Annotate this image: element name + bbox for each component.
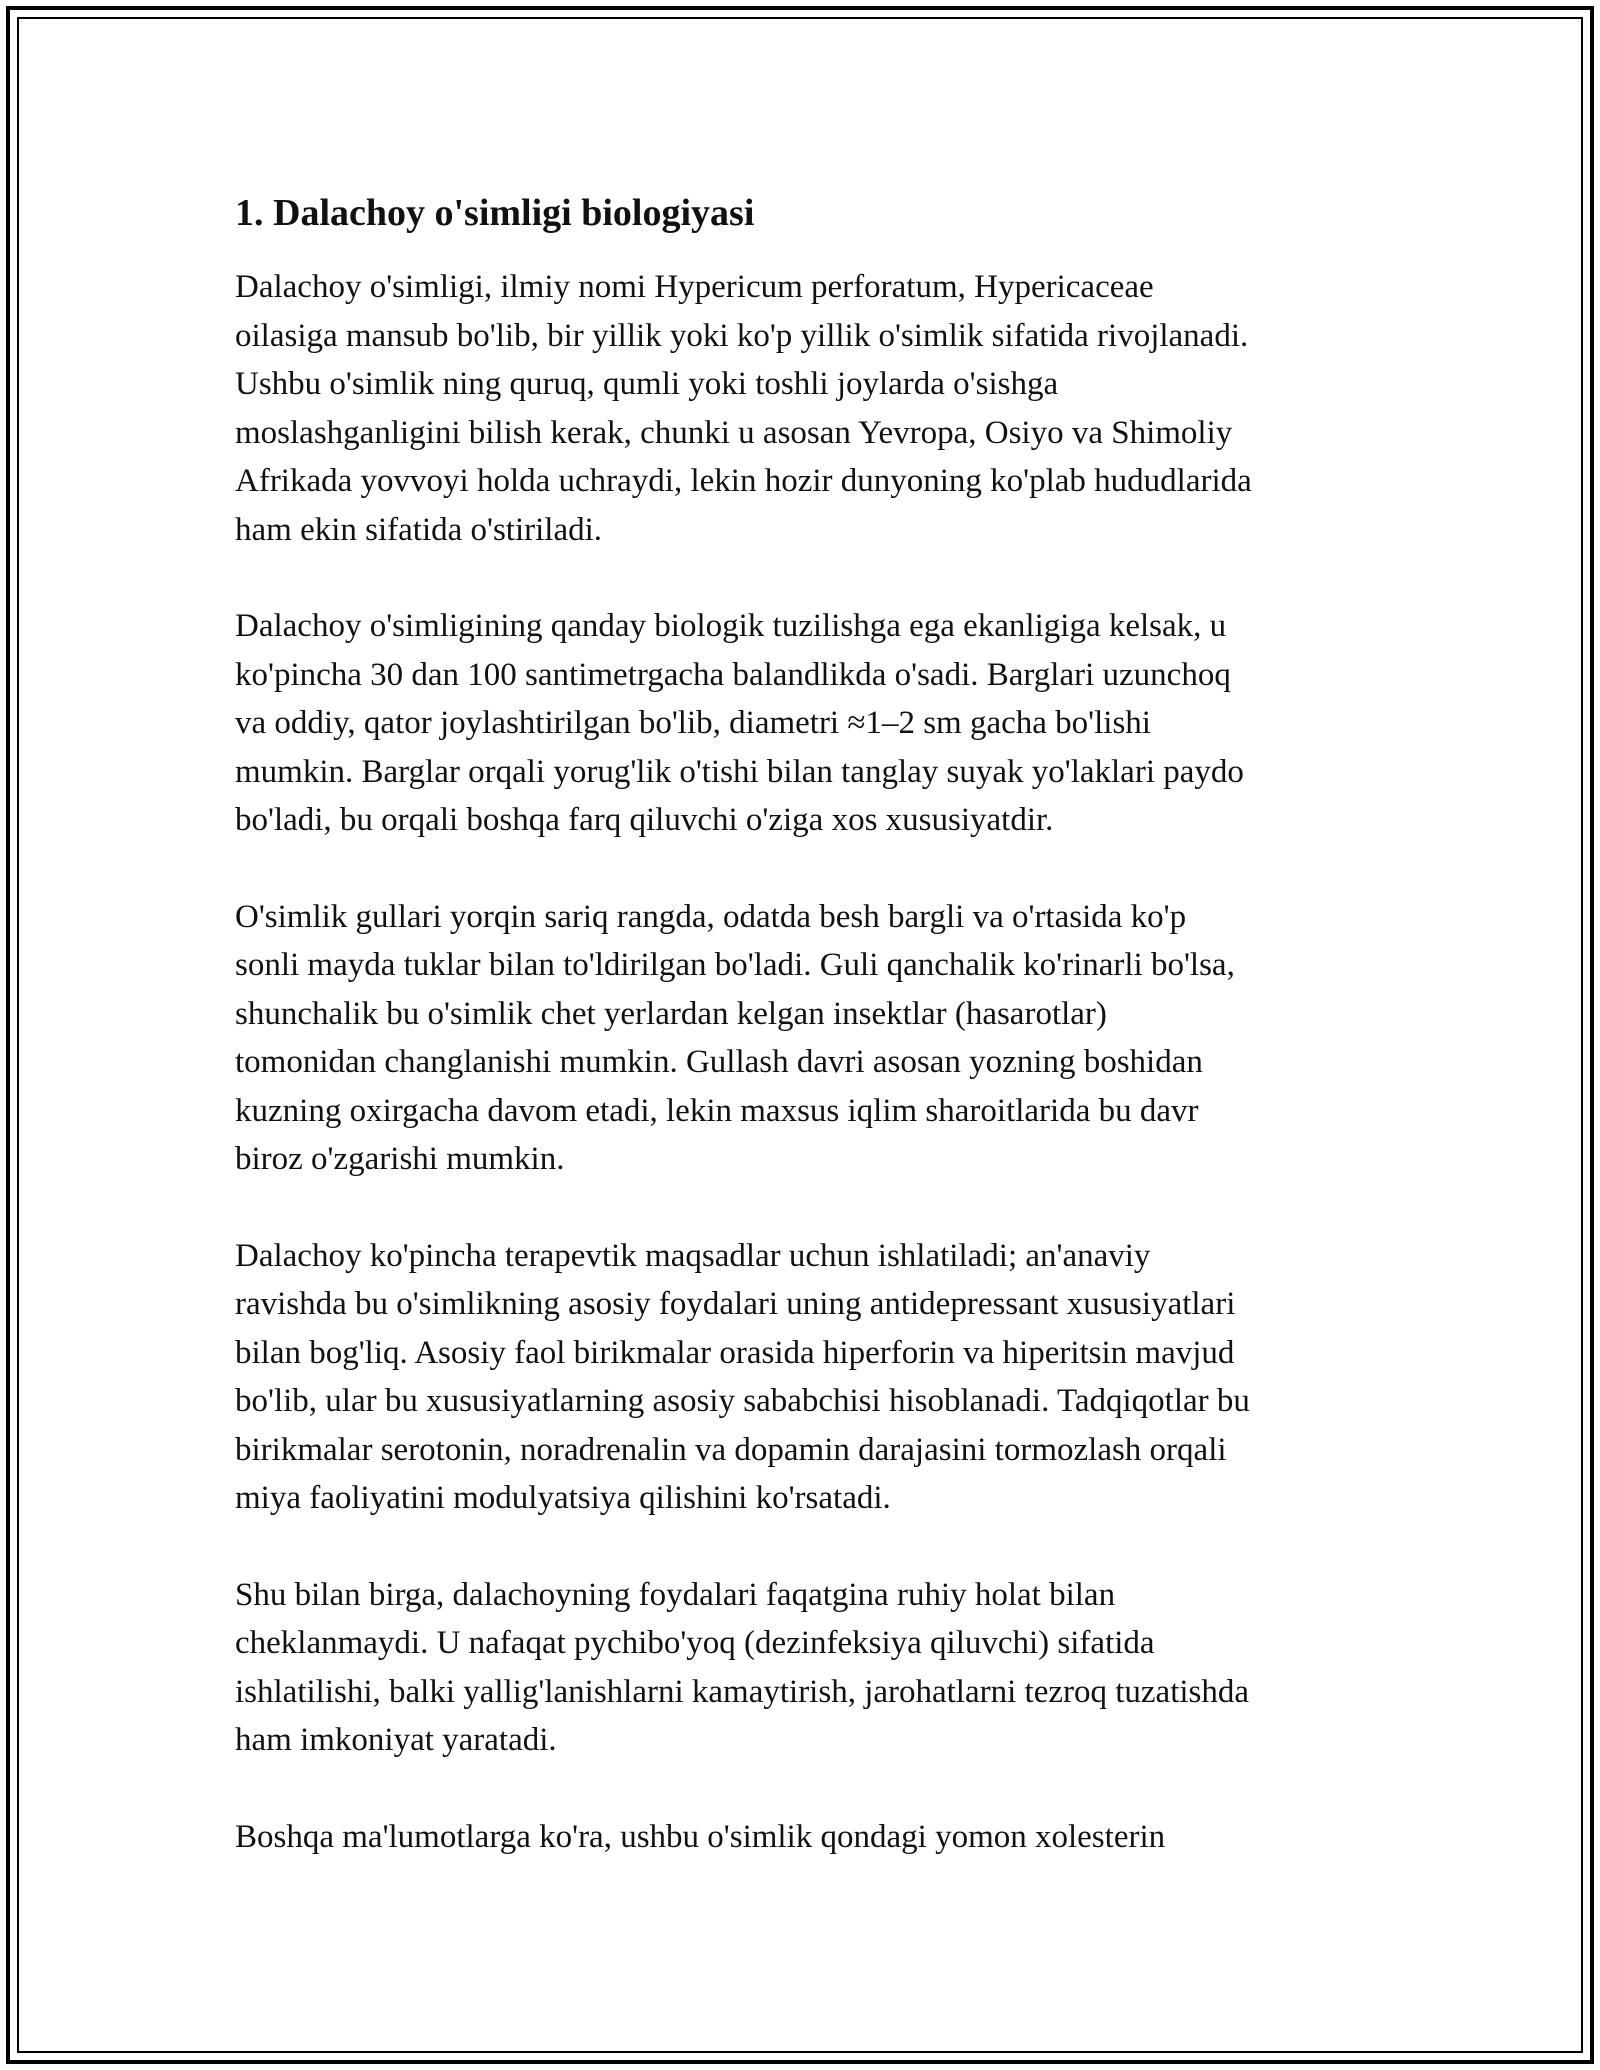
paragraph-line: ishlatilishi, balki yallig'lanishlarni kamaytirish, jarohatlarni tezroq tuzatishda [235,1673,1250,1710]
paragraph [235,602,1375,845]
paragraph-line: miya faoliyatini modulyatsiya qilishini ko'rsatadi. [235,1480,891,1516]
paragraph-line: ham imkoniyat yaratadi. [235,1722,557,1758]
paragraph-line: tomonidan changlanishi mumkin. Gullash davri asosan yozning boshidan [235,1044,1203,1080]
paragraph-line: Boshqa ma'lumotlarga ko'ra, ushbu o'simlik qondagi yomon xolesterin [235,1818,1166,1855]
paragraph-line: bo'ladi, bu orqali boshqa farq qiluvchi o'ziga xos xususiyatdir. [235,802,1054,838]
paragraph [235,1571,1375,1765]
paragraph-line: mumkin. Barglar orqali yorug'lik o'tishi bilan tanglay suyak yo'laklari paydo [235,753,1244,790]
paragraph-line: Dalachoy ko'pincha terapevtik maqsadlar uchun ishlatiladi; an'anaviy [235,1237,1151,1274]
paragraph-line: biroz o'zgarishi mumkin. [235,1141,565,1177]
paragraph-line: va oddiy, qator joylashtirilgan bo'lib, diametri ≈1–2 sm gacha bo'lishi [235,705,1151,741]
paragraph [235,1232,1375,1523]
paragraph-line: Shu bilan birga, dalachoyning foydalari faqatgina ruhiy holat bilan [235,1576,1116,1613]
paragraph-line: Afrikada yovvoyi holda uchraydi, lekin hozir dunyoning ko'plab hududlarida [235,463,1252,499]
paragraph-line: cheklanmaydi. U nafaqat pychibo'yoq (dezinfeksiya qiluvchi) sifatida [235,1625,1155,1661]
paragraph-line: ko'pincha 30 dan 100 santimetrgacha balandlikda o'sadi. Barglari uzunchoq [235,656,1231,693]
paragraph [235,263,1375,554]
paragraph-line: kuzning oxirgacha davom etadi, lekin maxsus iqlim sharoitlarida bu davr [235,1092,1199,1129]
paragraph-line: shunchalik bu o'simlik chet yerlardan kelgan insektlar (hasarotlar) [235,995,1107,1032]
paragraph-line: oilasiga mansub bo'lib, bir yillik yoki ko'p yillik o'simlik sifatida rivojlanadi. [235,317,1249,354]
paragraph-list [235,263,1375,1861]
paragraph-line: Dalachoy o'simligi, ilmiy nomi Hypericum perforatum, Hypericaceae [235,269,1154,305]
paragraph-line: bo'lib, ular bu xususiyatlarning asosiy sababchisi hisoblanadi. Tadqiqotlar bu [235,1383,1250,1419]
paragraph-line: moslashganligini bilish kerak, chunki u asosan Yevropa, Osiyo va Shimoliy [235,414,1233,451]
paragraph [235,1813,1375,1862]
paragraph [235,893,1375,1184]
paragraph-line: Dalachoy o'simligining qanday biologik tuzilishga ega ekanligiga kelsak, u [235,608,1227,644]
paragraph-line: ham ekin sifatida o'stiriladi. [235,511,603,548]
paragraph-line: bilan bog'liq. Asosiy faol birikmalar orasida hiperforin va hiperitsin mavjud [235,1334,1235,1371]
paragraph-line: ravishda bu o'simlikning asosiy foydalari uning antidepressant xususiyatlari [235,1286,1236,1322]
document-body [235,185,1375,1909]
paragraph-line: birikmalar serotonin, noradrenalin va dopamin darajasini tormozlash orqali [235,1431,1227,1468]
section-title: 1. Dalachoy o'simligi biologiyasi [235,192,755,234]
paragraph-line: O'simlik gullari yorqin sariq rangda, odatda besh bargli va o'rtasida ko'p [235,898,1187,935]
paragraph-line: sonli mayda tuklar bilan to'ldirilgan bo'ladi. Guli qanchalik ko'rinarli bo'lsa, [235,947,1235,983]
paragraph-line: Ushbu o'simlik ning quruq, qumli yoki toshli joylarda o'sishga [235,366,1059,402]
